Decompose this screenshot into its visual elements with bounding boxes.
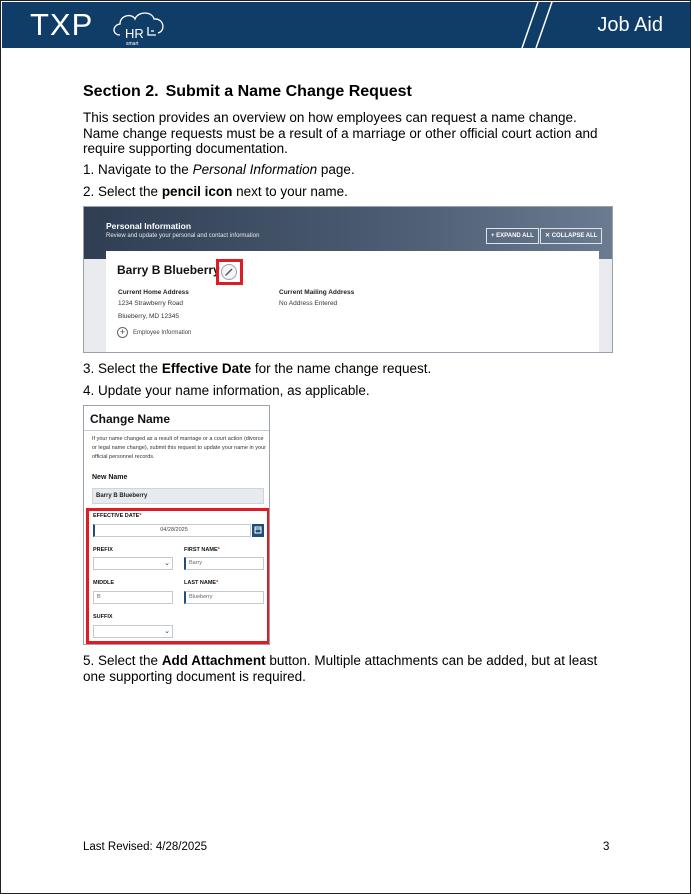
header-band — [2, 2, 691, 48]
chevron-down-icon: ⌄ — [164, 628, 170, 635]
change-name-title: Change Name — [90, 412, 171, 426]
step-1: 1. Navigate to the Personal Information page. — [83, 162, 355, 177]
employee-information-link[interactable]: Employee Information — [133, 330, 192, 336]
personal-information-card — [106, 251, 599, 353]
effective-date-label: EFFECTIVE DATE* — [93, 513, 142, 519]
section-number: Section 2. — [83, 83, 159, 100]
expand-all-button[interactable]: + EXPAND ALL — [486, 228, 539, 244]
section-title: Submit a Name Change Request — [165, 83, 412, 100]
first-name-label: FIRST NAME* — [184, 547, 220, 553]
hr-logo-sub: smart — [126, 41, 139, 47]
home-address-line2: Blueberry, MD 12345 — [118, 313, 179, 320]
change-name-description: If your name changed as a result of marriage or a court action (divorce or legal name change), submit this request to update your name in your official personnel records. — [92, 436, 266, 460]
hr-smart-logo-icon — [110, 5, 170, 47]
step-3: 3. Select the Effective Date for the name change request. — [83, 361, 432, 376]
footer-page-number: 3 — [603, 841, 610, 853]
pencil-highlight-box — [216, 259, 243, 285]
prefix-select[interactable] — [93, 557, 173, 570]
calendar-icon[interactable] — [252, 524, 264, 537]
section-heading — [83, 83, 613, 101]
step-5: 5. Select the Add Attachment button. Multiple attachments can be added, but at least one supporting document is required. — [83, 653, 598, 684]
txp-logo — [30, 7, 93, 43]
new-name-value: Barry B Blueberry — [92, 488, 264, 504]
new-name-label: New Name — [92, 474, 128, 481]
header-slash-decoration — [520, 2, 560, 48]
section-intro: This section provides an overview on how employees can request a name change. Name change requests must be a result of a marriage or other official court action and require supporting documentation. — [83, 110, 598, 156]
change-name-screenshot — [83, 405, 270, 645]
step-2: 2. Select the pencil icon next to your name. — [83, 184, 348, 199]
mailing-address-label: Current Mailing Address — [279, 289, 355, 296]
step-4: 4. Update your name information, as applicable. — [83, 383, 370, 398]
home-address-label: Current Home Address — [118, 289, 189, 296]
first-name-input[interactable]: Barry — [184, 557, 264, 570]
chevron-down-icon: ⌄ — [164, 560, 170, 567]
header-title: Job Aid — [597, 14, 663, 36]
last-name-input[interactable]: Blueberry — [184, 591, 264, 604]
employee-name: Barry B Blueberry — [117, 263, 220, 277]
effective-date-input[interactable]: 04/28/2025 — [93, 524, 251, 537]
personal-information-screenshot — [83, 206, 613, 353]
personal-information-title: Personal Information — [106, 221, 192, 231]
middle-label: MIDDLE — [93, 580, 115, 586]
last-name-label: LAST NAME* — [184, 580, 219, 586]
footer-last-revised: Last Revised: 4/28/2025 — [83, 841, 208, 853]
collapse-all-button[interactable]: ✕ COLLAPSE ALL — [540, 228, 602, 244]
suffix-select[interactable] — [93, 625, 173, 638]
expand-plus-icon[interactable]: + — [117, 327, 128, 338]
divider — [84, 430, 270, 431]
middle-input[interactable]: B — [93, 591, 173, 604]
mailing-address-value: No Address Entered — [279, 300, 338, 307]
txp-logo-text: TXP — [30, 7, 94, 42]
section-content — [83, 83, 613, 157]
suffix-label: SUFFIX — [93, 614, 113, 620]
home-address-line1: 1234 Strawberry Road — [118, 300, 184, 307]
prefix-label: PREFIX — [93, 547, 113, 553]
personal-information-subtitle: Review and update your personal and contact information — [106, 233, 260, 239]
hr-logo-text: HR — [125, 26, 144, 41]
